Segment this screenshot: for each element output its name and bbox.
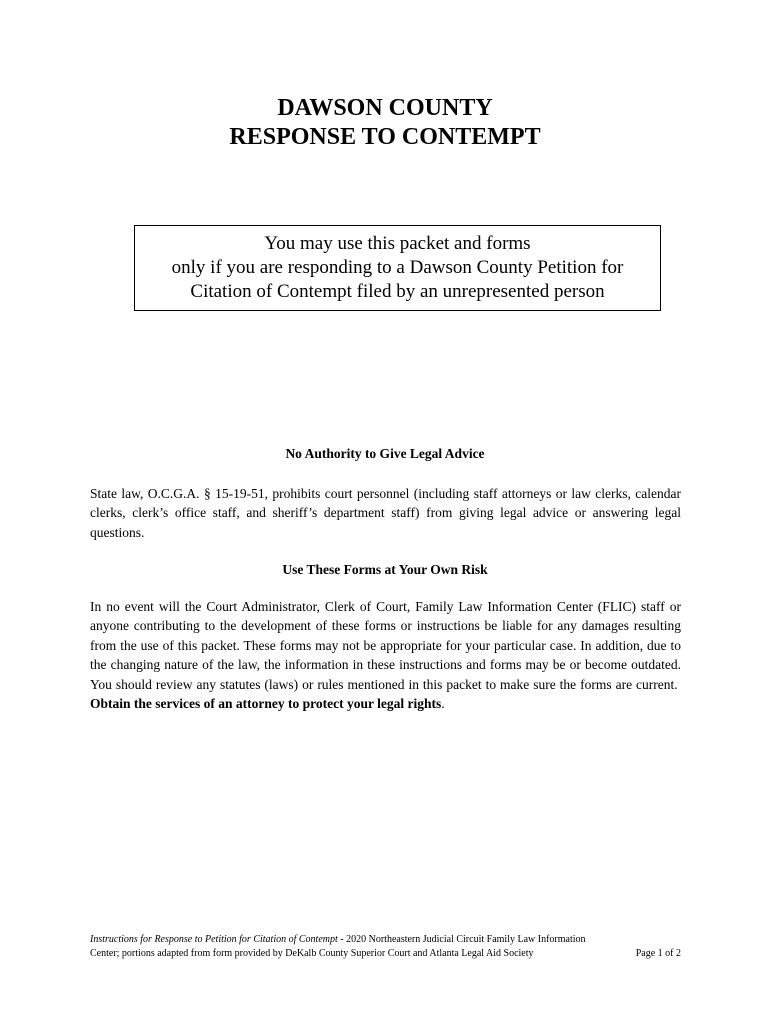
- page-number: Page 1 of 2: [635, 948, 681, 959]
- paragraph-own-risk-end: .: [441, 696, 445, 712]
- notice-line-2: only if you are responding to a Dawson County Petition for: [171, 257, 624, 278]
- footer-line-1: - 2020 Northeastern Judicial Circuit Family Law Information: [337, 934, 586, 945]
- paragraph-own-risk: [90, 597, 681, 713]
- title-line-1: DAWSON COUNTY: [277, 95, 493, 121]
- title-line-2: RESPONSE TO CONTEMPT: [229, 124, 541, 150]
- paragraph-own-risk-text: In no event will the Court Administrator, Clerk of Court, Family Law Information Center (FLIC) staff or anyone contributing to the development of these forms or instructions be liable for any damages resulting from the use of this packet. These forms may not be appropriate for your particular case. In addition, due to the changing nature of the law, the information in these instructions and forms may be or become outdated. You should review any statutes (laws) or rules mentioned in this packet to make sure the forms are current.: [90, 599, 681, 692]
- footer-italic-title: Instructions for Response to Petition for Citation of Contempt: [90, 934, 338, 945]
- page-title: [0, 94, 770, 152]
- notice-line-1: You may use this packet and forms: [264, 233, 531, 254]
- notice-box: [134, 225, 661, 311]
- page-footer: [90, 933, 681, 961]
- footer-line-2: Center; portions adapted from form provided by DeKalb County Superior Court and Atlanta Legal Aid Society: [90, 948, 534, 959]
- paragraph-legal-advice: [90, 484, 681, 542]
- section-heading-legal-advice: No Authority to Give Legal Advice: [285, 446, 485, 461]
- section-heading-own-risk: Use These Forms at Your Own Risk: [282, 562, 488, 577]
- paragraph-own-risk-bold: Obtain the services of an attorney to protect your legal rights: [90, 696, 442, 712]
- notice-line-3: Citation of Contempt filed by an unrepresented person: [190, 281, 605, 302]
- paragraph-legal-advice-text: State law, O.C.G.A. § 15-19-51, prohibits court personnel (including staff attorneys or law clerks, calendar clerks, clerk’s office staff, and sheriff’s department staff) from giving legal advice or answering legal questions.: [90, 486, 681, 540]
